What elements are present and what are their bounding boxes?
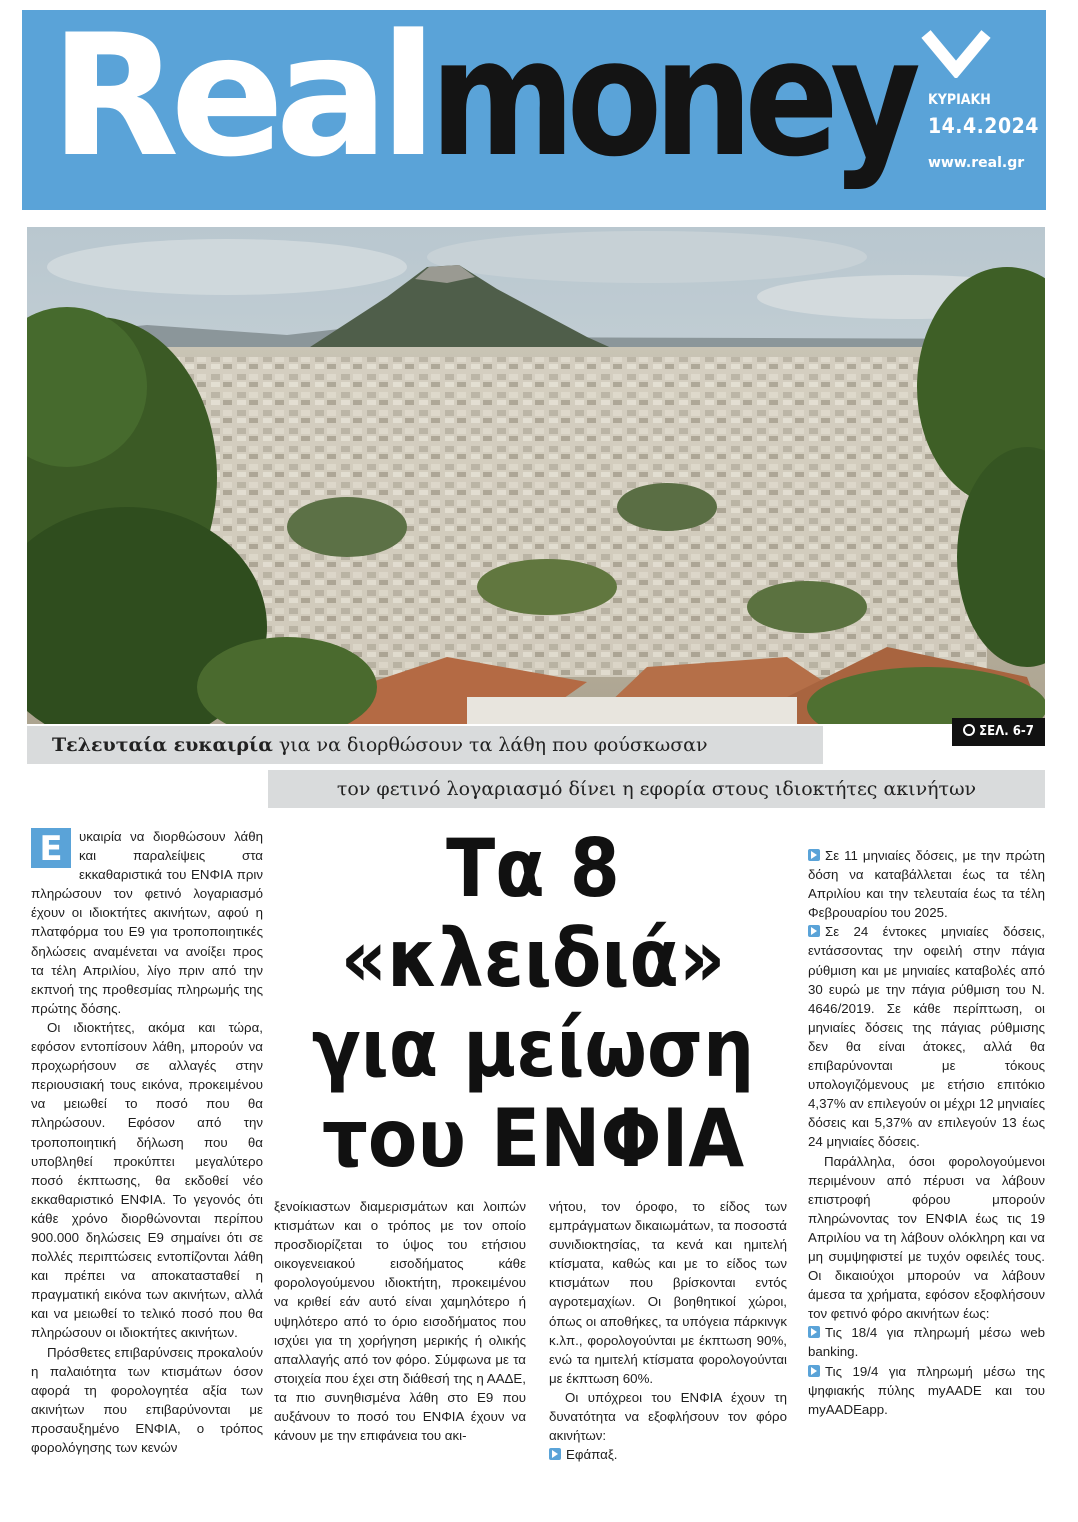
article-paragraph: Οι υπόχρεοι του ΕΝΦΙΑ έχουν τη δυνατότητα να εξοφλήσουν τον φόρο ακινήτων: [549, 1389, 787, 1444]
bullet-item: Εφάπαξ. [549, 1445, 787, 1464]
article-paragraph: υκαιρία να διορθώσουν λάθη και παραλείψεις στα εκκαθαριστικά του ΕΝΦΙΑ πριν πληρώσουν τον φετινό λογαριασμό έχουν οι ιδιοκτήτες ακινήτων, αφού η πλατφόρμα του Ε9 για τροποποιητικές δηλώσεις αναμένεται να ανοίξει προς τα τέλη Απριλίου, λίγο πριν από την εκπνοή της προθεσμίας πληρωμής της πρώτης δόσης. [31, 829, 263, 1016]
article-paragraph: ξενοίκιαστων διαμερισμάτων και λοιπών κτισμάτων και ο τρόπος με τον οποίο προσδιορίζεται το ύψος του ετήσιου οικογενειακού εισοδήματος κάθε φορολογούμενου ιδιοκτήτη, προκειμένου να κριθεί εάν αυτό είναι χαμηλότερο ή υψηλότερο από το όριο εισοδήματος που ισχύει για τη χορήγηση μερικής ή ολικής απαλλαγής από τον φόρο. Σύμφωνα με τα στοιχεία που έχει στη διάθεσή της η ΑΑΔΕ, τα πιο συνηθισμένα λάθη στο Ε9 που αυξάνουν το ποσό του ΕΝΦΙΑ έχουν να κάνουν με την επιφάνεια του ακι- [274, 1199, 526, 1444]
logo-money: money [430, 5, 913, 193]
page-reference-badge [952, 718, 1045, 746]
circle-icon [963, 724, 975, 736]
page-reference-text: ΣΕΛ. 6-7 [979, 724, 1034, 739]
arrow-bullet-icon [808, 1365, 820, 1377]
headline-line: Τα 8 [446, 822, 620, 915]
article-column-1 [31, 827, 263, 1457]
website-url: www.real.gr [928, 155, 1025, 171]
headline-line: του ΕΝΦΙΑ [321, 1092, 745, 1185]
issue-day: ΚΥΡΙΑΚΗ [928, 92, 991, 108]
masthead [22, 0, 1046, 210]
article-paragraph: Οι ιδιοκτήτες, ακόμα και τώρα, εφόσον εντοπίσουν λάθη, μπορούν να προχωρήσουν σε αλλαγές στην περιουσιακή τους εικόνα, προκειμένου να μειωθεί το ποσό που θα πληρώσουν. Εφόσον από την τροποποιητική δήλωση που θα υποβληθεί προκύπτει μεγαλύτερο ποσό έκπτωσης, θα εκδοθεί νέο εκκαθαριστικό ΕΝΦΙΑ. Το γεγονός ότι κάθε χρόνο διορθώνονται περίπου 900.000 δηλώσεις Ε9 σημαίνει ότι σε πολλές περιπτώσεις εντοπίζονται λάθη και πρέπει να αποκατασταθεί η πραγματική εικόνα των ακινήτων, αλλά και να μειωθεί το τελικό ποσό που θα πληρώσουν οι ιδιοκτήτες ακινήτων. [31, 1019, 263, 1341]
article-column-3 [549, 1197, 787, 1464]
logo-real: Real [50, 0, 429, 194]
arrow-bullet-icon [808, 1326, 820, 1338]
article-column-4 [808, 846, 1045, 1419]
bullet-item: Σε 24 έντοκες μηνιαίες δόσεις, εντάσσοντας την οφειλή στην πάγια ρύθμιση και με μηνιαίες καταβολές από 30 ευρώ με την πάγια ρύθμιση του Ν. 4646/2019. Σε κάθε περίπτωση, οι μηνιαίες δόσεις της πάγιας ρύθμισης δεν θα είναι άτοκες, αλλά θα επιβαρύνονται με τόκους υπολογιζόμενους με ετήσιο επιτόκιο 4,37% αν επιλεγούν οι μέχρι 12 μηνιαίες δόσεις και 5,37% αν επιλεγούν 13 έως 24 μηνιαίες δόσεις. [808, 924, 1045, 1150]
headline [268, 824, 798, 1184]
caption-line-1 [27, 726, 823, 764]
arrow-bullet-icon [808, 925, 820, 937]
caption-line-2: τον φετινό λογαριασμό δίνει η εφορία στους ιδιοκτήτες ακινήτων [268, 770, 1045, 808]
issue-date: 14.4.2024 [928, 114, 1039, 138]
headline-line: για μείωση [311, 1002, 755, 1095]
article-column-2 [274, 1197, 526, 1445]
caption-lead: Τελευταία ευκαιρία [52, 734, 273, 756]
dropcap: Ε [31, 828, 71, 868]
chevron-logo-icon [920, 28, 992, 78]
caption-line-1-text: για να διορθώσουν τα λάθη που φούσκωσαν [278, 734, 708, 756]
bullet-item: Σε 11 μηνιαίες δόσεις, με την πρώτη δόση να καταβάλλεται έως τα τέλη Απριλίου και την τελευταία έως τα τέλη Φεβρουαρίου του 2025. [808, 848, 1045, 921]
arrow-bullet-icon [808, 849, 820, 861]
arrow-bullet-icon [549, 1448, 561, 1460]
bullet-item: Τις 19/4 για πληρωμή μέσω της ψηφιακής πύλης myAADE και του myAADEapp. [808, 1363, 1045, 1417]
article-paragraph: Πρόσθετες επιβαρύνσεις προκαλούν η παλαιότητα των κτισμάτων όσον αφορά τη φορολογητέα αξία των ακινήτων που επιβαρύνονται με προσαυξημένο ΕΝΦΙΑ, ο τρόπος φορολόγησης των κενών [31, 1344, 263, 1455]
article-paragraph: νήτου, τον όροφο, το είδος των εμπράγματων δικαιωμάτων, τα ποσοστά συνιδιοκτησίας, τα κενά και ημιτελή κτίσματα, καθώς και με το είδος των κτισμάτων που βρίσκονται εντός αγροτεμαχίων. Οι βοηθητικοί χώροι, όπως οι αποθήκες, τα υπόγεια πάρκινγκ κ.λπ., φορολογούνται με έκπτωση 90%, ενώ τα ημιτελή κτίσματα φορολογούνται με έκπτωση 60%. [549, 1199, 787, 1386]
headline-line: «κλειδιά» [340, 912, 726, 1005]
bullet-item: Τις 18/4 για πληρωμή μέσω web banking. [808, 1325, 1045, 1360]
article-paragraph: Παράλληλα, όσοι φορολογούμενοι περιμένουν από πέρυσι να λάβουν επιστροφή φόρου μπορούν πληρώνοντας τον ΕΝΦΙΑ έως τις 19 Απριλίου να τη λάβουν ολόκληρη και να μη συμψηφιστεί με τυχόν οφειλές τους. Οι δικαιούχοι μπορούν να λάβουν άμεσα τα χρήματα, εφόσον εξοφλήσουν τον φετινό φόρο ακινήτων έως: [808, 1153, 1045, 1322]
cover-photo [27, 227, 1045, 724]
